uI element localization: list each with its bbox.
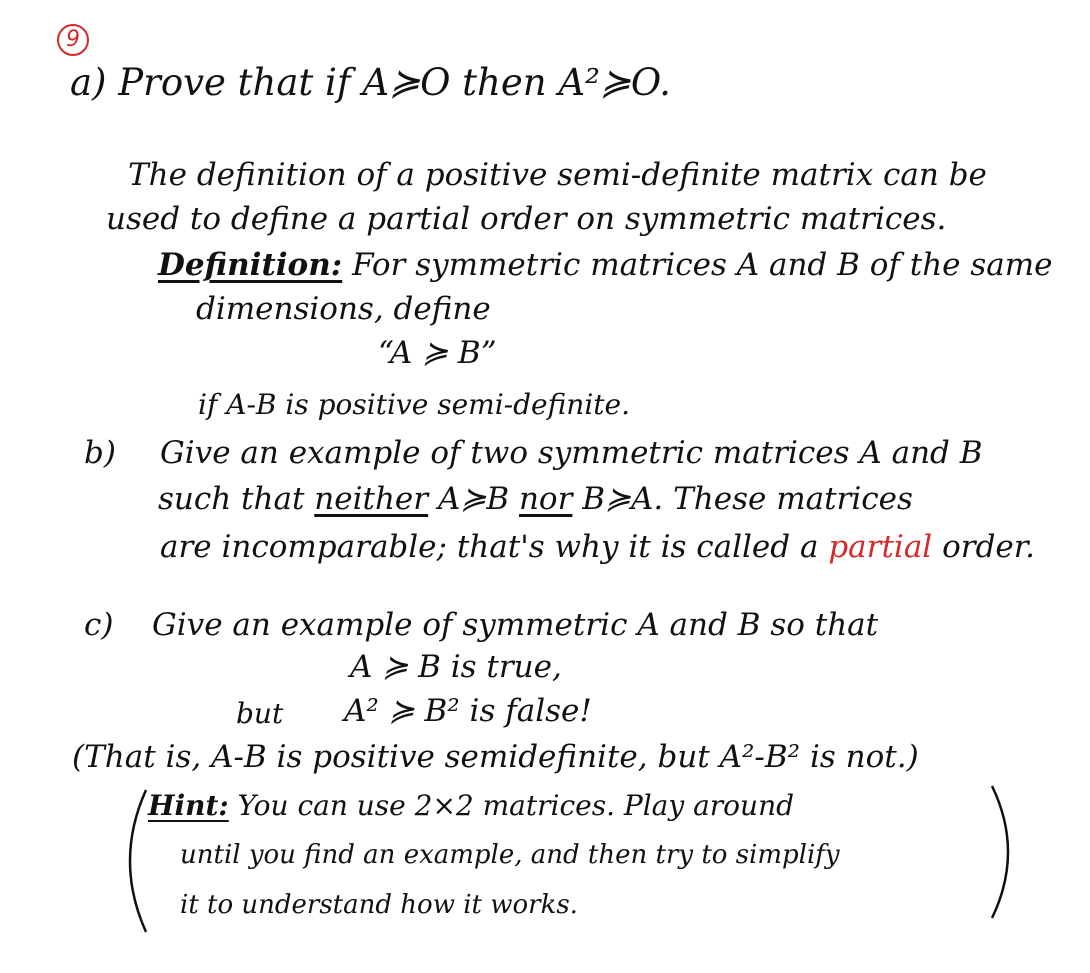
neither-word: neither — [314, 481, 429, 517]
definition-label: Definition: — [158, 247, 343, 283]
nor-word: nor — [518, 481, 573, 517]
part-a-statement: a) Prove that if A≽O then A²≽O. — [70, 61, 671, 104]
intro-line-2: used to define a partial order on symmetric matrices. — [106, 201, 947, 237]
hint-line-1 — [148, 789, 795, 822]
definition-condition: if A-B is positive semi-definite. — [198, 388, 630, 421]
hint-label: Hint: — [148, 789, 229, 822]
part-b-line-1: Give an example of two symmetric matrices A and B — [160, 435, 983, 471]
hint-right-paren — [986, 782, 1026, 922]
problem-number-circle: 9 — [57, 24, 89, 56]
definition-line-1-text: For symmetric matrices A and B of the same — [342, 247, 1053, 283]
hint-line-3: it to understand how it works. — [180, 890, 578, 920]
hint-left-paren — [112, 786, 152, 936]
part-c-line-1: Give an example of symmetric A and B so that — [152, 607, 879, 643]
but-word: but — [236, 697, 284, 730]
part-b-line-2 — [158, 481, 913, 517]
definition-line-2: dimensions, define — [196, 291, 491, 327]
part-b-line-3 — [160, 529, 1036, 565]
hint-line-2: until you find an example, and then try to simplify — [180, 840, 840, 870]
definition-relation: “A ≽ B” — [378, 335, 497, 371]
part-c-line-2: A ≽ B is true, — [350, 649, 562, 685]
part-b-line-2-post: B≽A. These matrices — [572, 481, 913, 517]
part-b-line-2-pre: such that — [158, 481, 315, 517]
definition-line-1 — [158, 247, 1053, 283]
intro-line-1: The definition of a positive semi-definite matrix can be — [128, 157, 987, 193]
part-c-label: c) — [84, 607, 114, 643]
part-b-line-2-mid: A≽B — [428, 481, 519, 517]
part-c-line-4: (That is, A-B is positive semidefinite, but A²-B² is not.) — [72, 739, 919, 775]
part-b-line-3-pre: are incomparable; that's why it is called a — [160, 529, 829, 565]
hint-line-1-text: You can use 2×2 matrices. Play around — [228, 789, 795, 822]
part-c-line-3: A² ≽ B² is false! — [344, 693, 592, 729]
part-b-line-3-post: order. — [932, 529, 1036, 565]
partial-word: partial — [828, 529, 933, 565]
part-b-label: b) — [84, 435, 116, 471]
